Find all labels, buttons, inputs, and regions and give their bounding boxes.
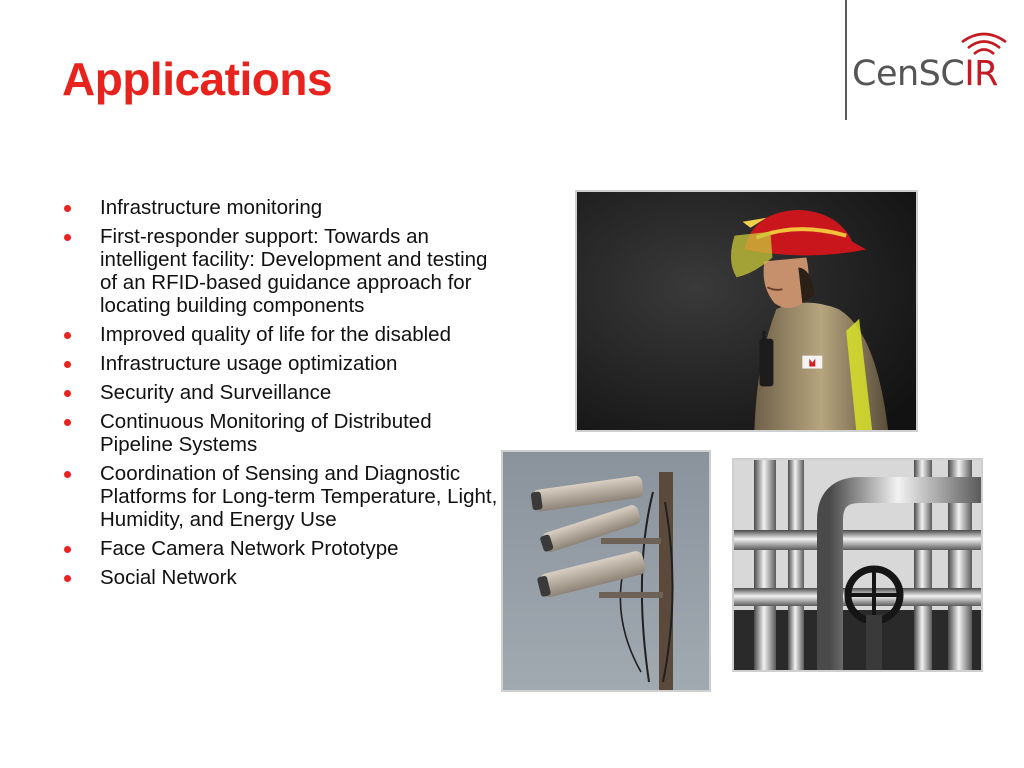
bullet-text: Coordination of Sensing and Diagnostic Platforms for Long-term Temperature, Light, Humidity, and Energy Use	[100, 462, 498, 531]
logo-text-accent: IR	[964, 54, 998, 94]
slide-title: Applications	[62, 53, 333, 105]
wireless-waves-icon	[956, 28, 1012, 56]
bullet-text: Face Camera Network Prototype	[100, 537, 399, 560]
logo-text-main: CenSC	[852, 54, 965, 94]
bullet-dot-icon	[64, 419, 71, 426]
bullet-dot-icon	[64, 361, 71, 368]
bullet-dot-icon	[64, 390, 71, 397]
firefighter-photo	[575, 190, 918, 432]
bullet-item	[62, 352, 502, 375]
bullet-text: Infrastructure monitoring	[100, 196, 323, 219]
bullet-item	[62, 225, 502, 317]
bullet-item	[62, 410, 502, 456]
bullet-text: Security and Surveillance	[100, 381, 332, 404]
bullet-dot-icon	[64, 234, 71, 241]
bullet-dot-icon	[64, 205, 71, 212]
bullet-text: Continuous Monitoring of Distributed Pipeline Systems	[100, 410, 432, 456]
bullet-text: Infrastructure usage optimization	[100, 352, 398, 375]
logo-wordmark	[852, 54, 998, 94]
surveillance-cameras-photo	[501, 450, 711, 692]
industrial-pipes-photo	[732, 458, 983, 672]
bullet-dot-icon	[64, 471, 71, 478]
censcir-logo	[852, 28, 1020, 100]
bullet-text: Improved quality of life for the disabled	[100, 323, 451, 346]
header-divider	[845, 0, 847, 120]
bullet-item	[62, 566, 502, 589]
bullet-dot-icon	[64, 575, 71, 582]
bullet-item	[62, 537, 502, 560]
bullet-text: Social Network	[100, 566, 237, 589]
bullet-list	[62, 196, 502, 595]
bullet-dot-icon	[64, 332, 71, 339]
bullet-text: First-responder support: Towards an intelligent facility: Development and testing of an RFID-based guidance approach for locating building components	[100, 225, 488, 317]
bullet-dot-icon	[64, 546, 71, 553]
bullet-item	[62, 323, 502, 346]
bullet-item	[62, 381, 502, 404]
bullet-item	[62, 462, 502, 531]
bullet-item	[62, 196, 502, 219]
